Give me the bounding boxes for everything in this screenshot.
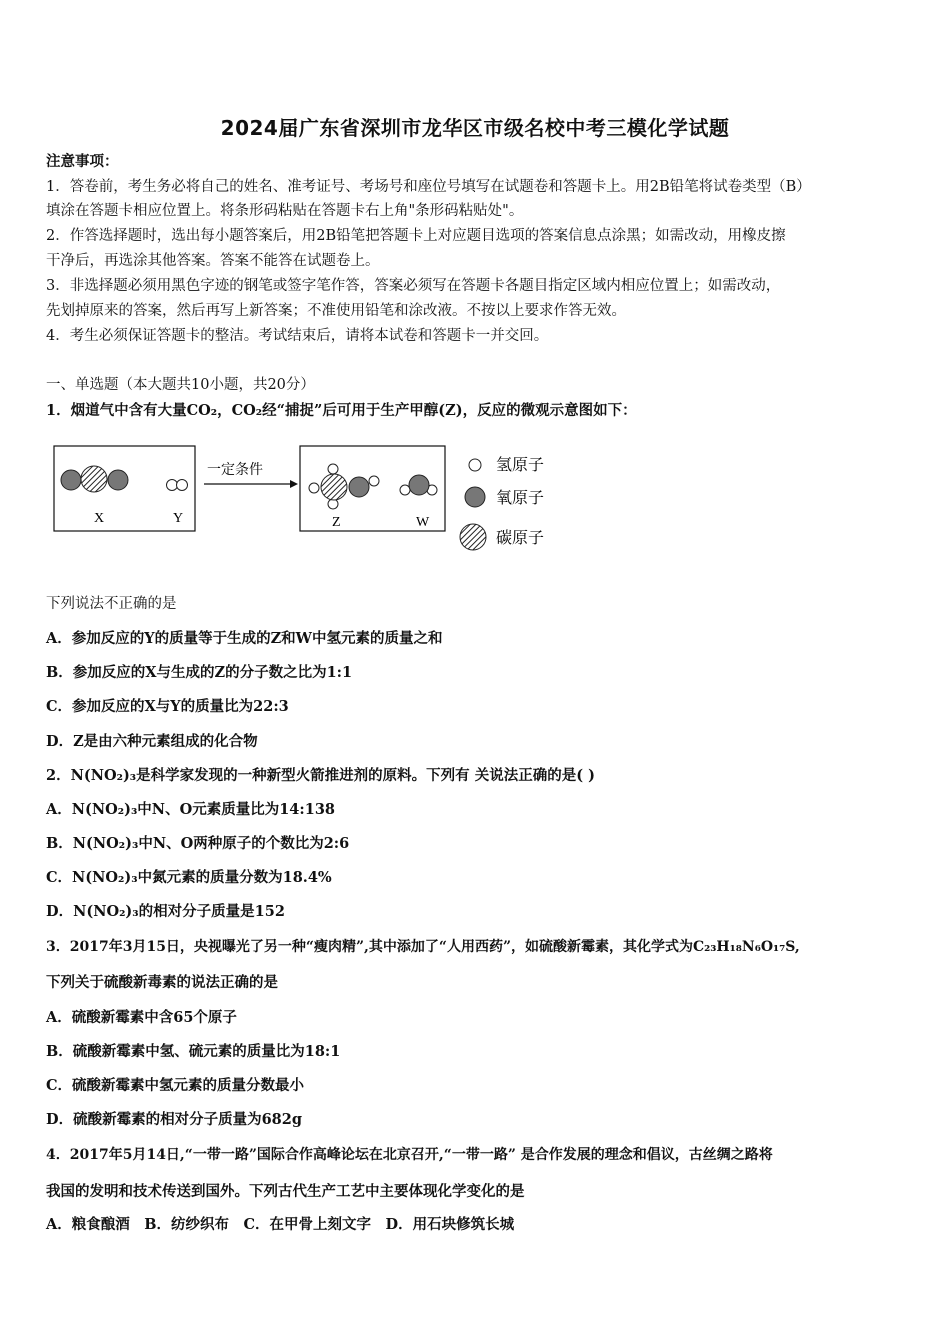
reaction-diagram: [52, 444, 572, 554]
oxygen-atom: [108, 470, 128, 490]
question-4-stem: 4．2017年5月14日,“一带一路”国际合作高峰论坛在北京召开,“一带一路” 是合作发展的理念和倡议，古丝绸之路将: [46, 1147, 773, 1163]
label-z: Z: [332, 515, 341, 530]
legend-carbon-icon: [460, 524, 486, 550]
hydrogen-atom: [400, 485, 410, 495]
page-title: 2024届广东省深圳市龙华区市级名校中考三模化学试题: [220, 116, 730, 140]
legend-oxygen-icon: [465, 487, 485, 507]
hydrogen-atom: [167, 480, 178, 491]
carbon-atom: [321, 474, 347, 500]
question-3-stem: 3．2017年3月15日，央视曝光了另一种“瘦肉精”,其中添加了“人用西药”，如硫酸新霉素，其化学式为C₂₃H₁₈N₆O₁₇S,: [46, 939, 800, 955]
section-heading: 一、单选题（本大题共10小题，共20分）: [46, 377, 315, 393]
legend-hydrogen-icon: [469, 459, 481, 471]
oxygen-atom: [409, 475, 429, 495]
option: A．N(NO₂)₃中N、O元素质量比为14:138: [46, 801, 335, 818]
label-y: Y: [173, 511, 184, 526]
option: C．参加反应的X与Y的质量比为22:3: [46, 698, 289, 715]
option: A．硫酸新霉素中含65个原子: [46, 1009, 237, 1026]
notice-line: 填涂在答题卡相应位置上。将条形码粘贴在答题卡右上角"条形码粘贴处"。: [46, 203, 524, 219]
option: B．N(NO₂)₃中N、O两种原子的个数比为2:6: [46, 835, 350, 852]
option: D．硫酸新霉素的相对分子质量为682g: [46, 1111, 302, 1128]
hydrogen-atom: [369, 476, 379, 486]
label-x: X: [94, 511, 105, 526]
label-w: W: [416, 515, 430, 530]
question-2-stem: 2．N(NO₂)₃是科学家发现的一种新型火箭推进剂的原料。下列有 关说法正确的是( ): [46, 767, 595, 784]
option: C．N(NO₂)₃中氮元素的质量分数为18.4%: [46, 869, 332, 886]
legend-carbon-label: 碳原子: [496, 528, 545, 547]
option: D．Z是由六种元素组成的化合物: [46, 733, 258, 750]
option: B．参加反应的X与生成的Z的分子数之比为1:1: [46, 664, 353, 681]
option: A．参加反应的Y的质量等于生成的Z和W中氢元素的质量之和: [46, 630, 443, 647]
option: B．硫酸新霉素中氢、硫元素的质量比为18:1: [46, 1043, 341, 1060]
notice-heading: 注意事项：: [46, 153, 119, 170]
notice-line: 先划掉原来的答案，然后再写上新答案；不准使用铅笔和涂改液。不按以上要求作答无效。: [46, 303, 626, 319]
option: C．硫酸新霉素中氢元素的质量分数最小: [46, 1077, 305, 1094]
hydrogen-atom: [177, 480, 188, 491]
option: D．N(NO₂)₃的相对分子质量是152: [46, 903, 285, 920]
hydrogen-atom: [328, 499, 338, 509]
question-1-prompt: 下列说法不正确的是: [46, 596, 177, 612]
hydrogen-atom: [328, 464, 338, 474]
hydrogen-atom: [309, 483, 319, 493]
question-3-stem-cont: 下列关于硫酸新毒素的说法正确的是: [46, 974, 278, 991]
notice-line: 1．答卷前，考生务必将自己的姓名、准考证号、考场号和座位号填写在试题卷和答题卡上。用2B铅笔将试卷类型（B）: [46, 179, 811, 195]
notice-line: 2．作答选择题时，选出每小题答案后，用2B铅笔把答题卡上对应题目选项的答案信息点涂黑；如需改动，用橡皮擦: [46, 228, 786, 244]
question-4-stem-cont: 我国的发明和技术传送到国外。下列古代生产工艺中主要体现化学变化的是: [46, 1183, 525, 1200]
legend-hydrogen-label: 氢原子: [496, 455, 545, 474]
notice-line: 3．非选择题必须用黑色字迹的钢笔或签字笔作答，答案必须写在答题卡各题目指定区域内相应位置上；如需改动，: [46, 278, 781, 294]
question-4-options: A．粮食酿酒 B．纺纱织布 C．在甲骨上刻文字 D．用石块修筑长城: [46, 1216, 515, 1233]
oxygen-atom: [349, 477, 369, 497]
carbon-atom: [81, 466, 107, 492]
notice-line: 干净后，再选涂其他答案。答案不能答在试题卷上。: [46, 253, 380, 269]
arrow-label: 一定条件: [207, 462, 263, 478]
oxygen-atom: [61, 470, 81, 490]
notice-line: 4．考生必须保证答题卡的整洁。考试结束后，请将本试卷和答题卡一并交回。: [46, 328, 549, 344]
legend-oxygen-label: 氧原子: [496, 488, 545, 507]
question-1-stem: 1．烟道气中含有大量CO₂，CO₂经“捕捉”后可用于生产甲醇(Z)，反应的微观示意图如下：: [46, 402, 637, 419]
arrow-head: [290, 480, 298, 488]
